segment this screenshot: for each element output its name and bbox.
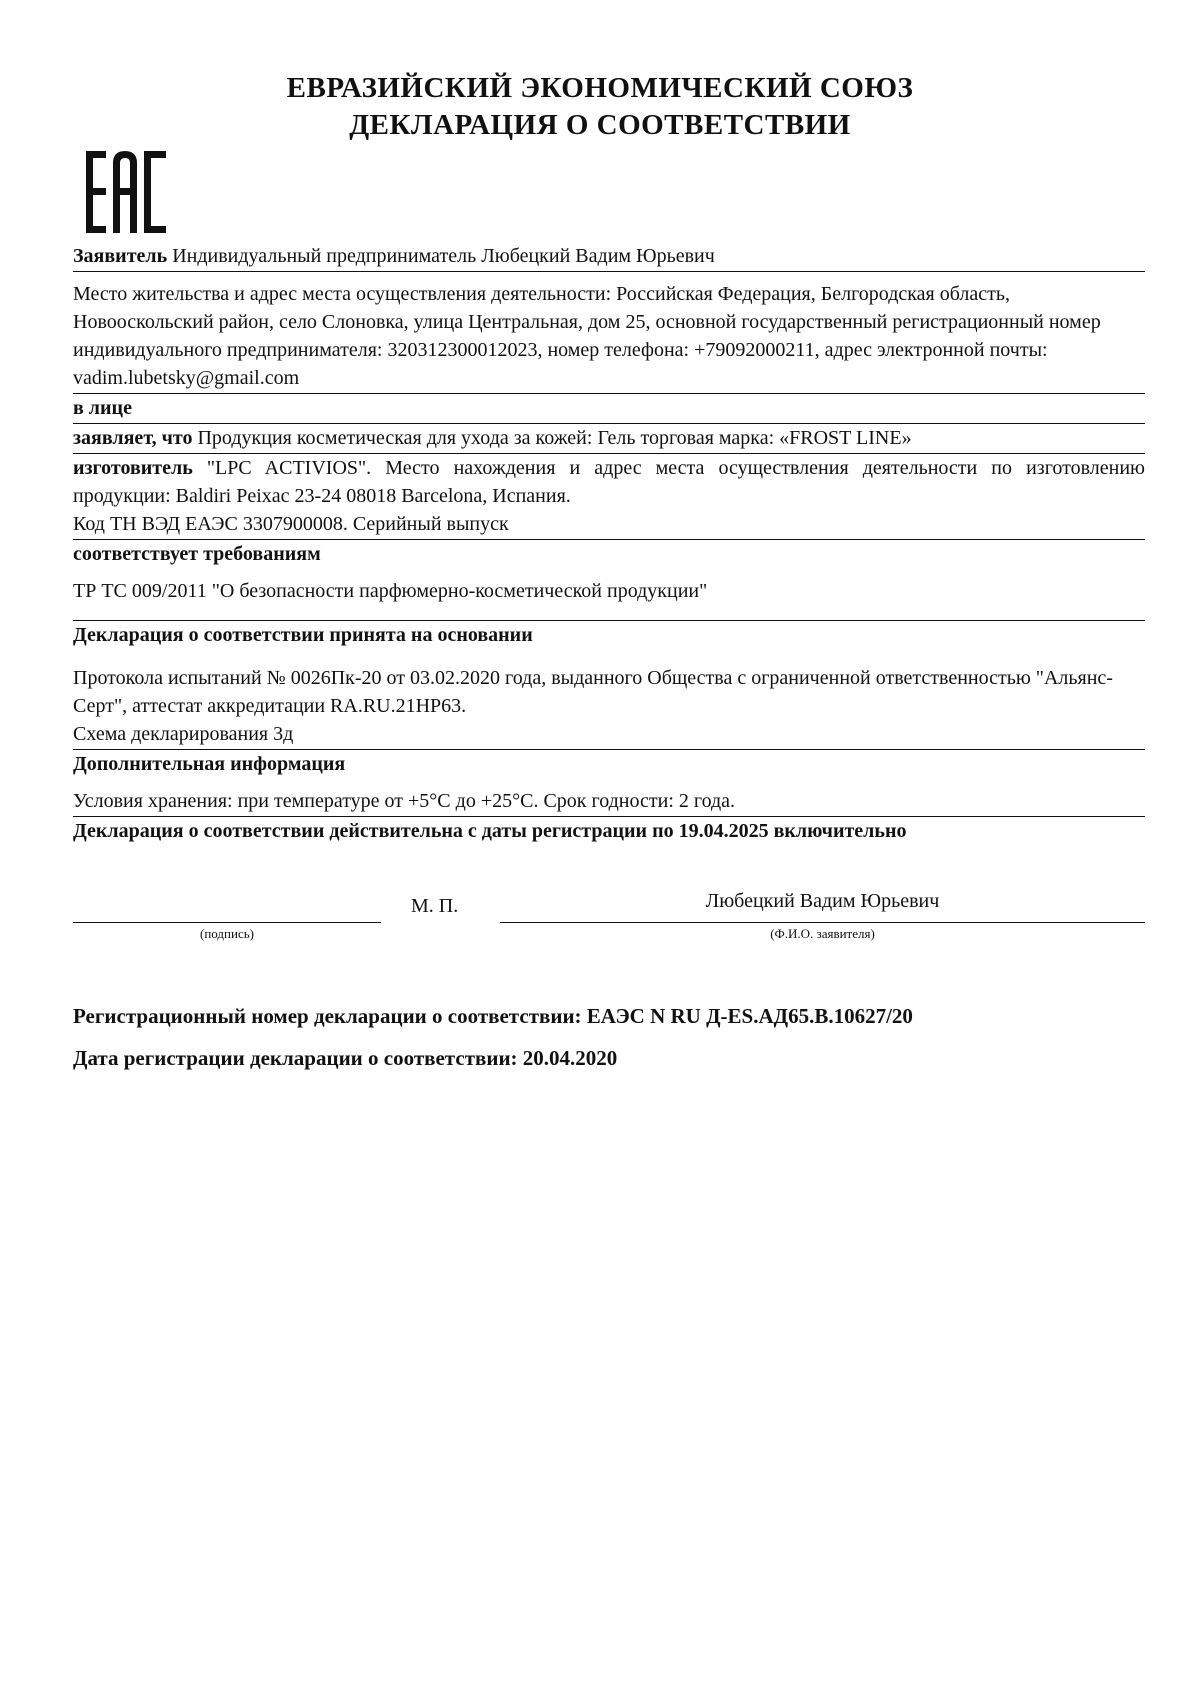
- additional-value: Условия хранения: при температуре от +5°С до +25°С. Срок годности: 2 года.: [73, 790, 736, 812]
- requirements-label-section: [73, 540, 1145, 569]
- manufacturer-value: "LPC ACTIVIOS". Место нахождения и адрес места осуществления деятельности по изготовлению продукции: Baldiri Peixac 23-24 08018 Barcelona, Испания.: [73, 457, 1146, 507]
- basis-label: Декларация о соответствии принята на основании: [73, 624, 533, 646]
- name-line: [500, 922, 1145, 923]
- document-header: [0, 70, 1200, 144]
- additional-section: [73, 787, 1145, 817]
- represented-label: в лице: [73, 397, 132, 419]
- declaration-body: [73, 242, 1145, 846]
- declaration-scheme: Схема декларирования 3д: [73, 723, 294, 745]
- address-section: [73, 280, 1145, 394]
- additional-label-section: [73, 750, 1145, 779]
- basis-value: Протокола испытаний № 0026Пк-20 от 03.02.2020 года, выданного Общества с ограниченной ответственностью "Альянс-Серт", аттестат аккредитации RA.RU.21HP63.: [73, 667, 1113, 717]
- declaration-title: ДЕКЛАРАЦИЯ О СООТВЕТСТВИИ: [349, 109, 851, 141]
- declares-section: [73, 424, 1145, 454]
- declares-value: Продукция косметическая для ухода за кожей: Гель торговая марка: «FROST LINE»: [197, 427, 912, 449]
- address-text: Место жительства и адрес места осуществления деятельности: Российская Федерация, Белгородская область, Новооскольский район, село Слоновка, улица Центральная, дом 25, основной государственный регистрационный номер индивидуального предпринимателя: 320312300012023, номер телефона: +79092000211, адрес электронной почты: vadim.lubetsky@gmail.com: [73, 283, 1101, 389]
- signature-line: [73, 922, 381, 923]
- tn-ved-code: Код ТН ВЭД ЕАЭС 3307900008. Серийный выпуск: [73, 513, 509, 535]
- union-title: ЕВРАЗИЙСКИЙ ЭКОНОМИЧЕСКИЙ СОЮЗ: [286, 72, 914, 104]
- validity-section: [73, 817, 1145, 846]
- eac-logo-icon: [86, 151, 170, 233]
- manufacturer-label: изготовитель: [73, 457, 193, 479]
- applicant-value: Индивидуальный предприниматель Любецкий Вадим Юрьевич: [172, 245, 715, 267]
- registration-date: Дата регистрации декларации о соответствии: 20.04.2020: [73, 1046, 618, 1070]
- applicant-label: Заявитель: [73, 245, 168, 267]
- validity-text: Декларация о соответствии действительна с даты регистрации по 19.04.2025 включительно: [73, 820, 907, 842]
- manufacturer-section: [73, 454, 1145, 540]
- applicant-section: [73, 242, 1145, 272]
- additional-label: Дополнительная информация: [73, 753, 346, 775]
- basis-section: [73, 664, 1145, 750]
- stamp-place-label: М. П.: [411, 895, 459, 917]
- requirements-section: [73, 577, 1145, 621]
- name-caption: (Ф.И.О. заявителя): [770, 926, 875, 941]
- manufacturer-info: [73, 454, 1145, 510]
- signer-name: Любецкий Вадим Юрьевич: [705, 890, 940, 912]
- declares-label: заявляет, что: [73, 427, 193, 449]
- registration-number: Регистрационный номер декларации о соответствии: ЕАЭС N RU Д-ES.АД65.В.10627/20: [73, 1004, 913, 1028]
- signature-area: [73, 886, 1145, 941]
- requirements-label: соответствует требованиям: [73, 543, 321, 565]
- requirements-value: ТР ТС 009/2011 "О безопасности парфюмерно-косметической продукции": [73, 580, 708, 602]
- basis-label-section: [73, 621, 1145, 650]
- represented-section: [73, 394, 1145, 424]
- signature-caption: (подпись): [200, 926, 254, 941]
